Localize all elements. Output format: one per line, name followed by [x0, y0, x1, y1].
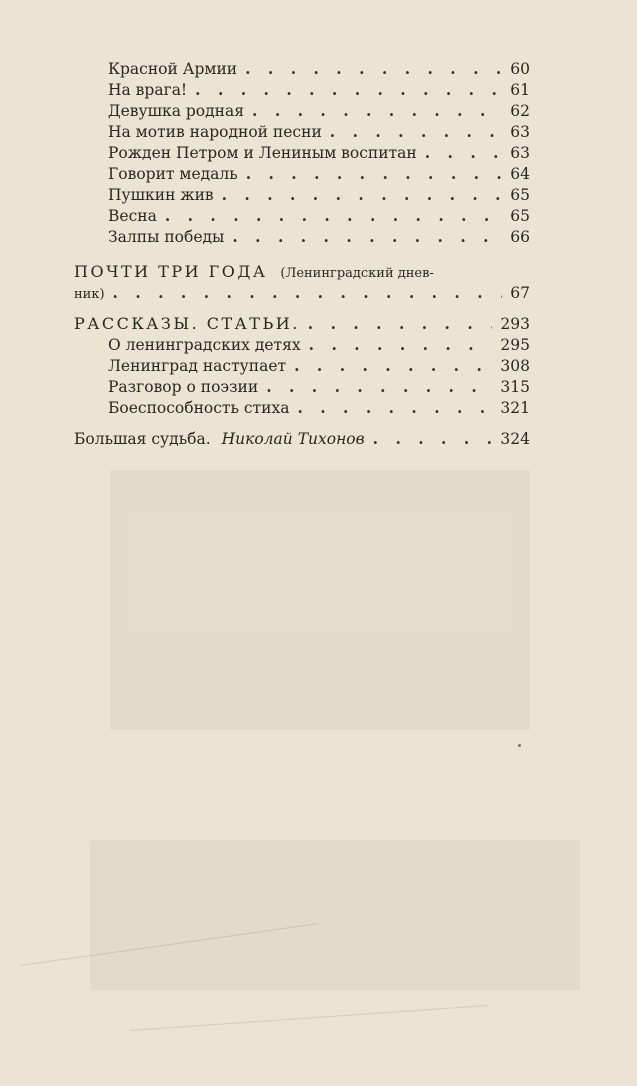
toc-entry [0, 376, 637, 397]
toc-entry-page: 60 [510, 60, 530, 78]
toc-entry-title: Рожден Петром и Лениным воспитан [108, 144, 417, 162]
toc-entry [0, 226, 637, 247]
toc-major-heading-line [0, 261, 637, 282]
paper-fleck [518, 744, 521, 747]
leader-dots [297, 397, 492, 418]
toc-entry-page: 61 [510, 81, 530, 99]
toc-entry-title: На врага! [108, 81, 188, 99]
afterword-title [74, 429, 365, 450]
toc-entry [0, 205, 637, 226]
toc-entry [0, 58, 637, 79]
afterword-author: Николай Тихонов [221, 430, 365, 448]
leader-dots [113, 282, 503, 303]
toc-entry [0, 121, 637, 142]
leader-dots [165, 205, 502, 226]
leader-dots [266, 376, 492, 397]
toc-entry-page: 321 [500, 399, 530, 417]
toc-entry [0, 282, 637, 303]
toc-entry-title: О ленинградских детях [108, 336, 301, 354]
toc-entry-page: 67 [510, 284, 530, 302]
show-through-block [90, 840, 580, 990]
leader-dots [246, 163, 503, 184]
leader-dots [252, 100, 502, 121]
section-subtitle: (Ленинградский днев- [280, 266, 434, 281]
section-title-stories: РАССКАЗЫ. СТАТЬИ. [74, 314, 300, 333]
leader-dots [425, 142, 503, 163]
toc-entry-page: 65 [510, 207, 530, 225]
toc-entry-page: 64 [510, 165, 530, 183]
toc-entry [0, 163, 637, 184]
toc-entry-page: 65 [510, 186, 530, 204]
toc-entry-page: 295 [500, 336, 530, 354]
toc-entry-title: Ленинград наступает [108, 357, 287, 375]
section-title-almost-three-years: ПОЧТИ ТРИ ГОДА [74, 262, 268, 281]
toc-entry-page: 293 [500, 315, 530, 333]
section-gap [0, 418, 637, 428]
toc-entry-page: 63 [510, 144, 530, 162]
leader-dots [309, 334, 493, 355]
toc-entry-title: Красной Армии [108, 60, 238, 78]
section-gap [0, 247, 637, 261]
toc-entry [0, 355, 637, 376]
toc-entry-title: Боеспособность стиха [108, 399, 290, 417]
section-subtitle-continued: ник) [74, 287, 105, 302]
toc-entry [0, 397, 637, 418]
leader-dots [245, 58, 502, 79]
show-through-block [110, 470, 530, 730]
toc-entry-title: На мотив народной песни [108, 123, 322, 141]
paper-scratch [130, 1005, 489, 1031]
toc-entry [0, 100, 637, 121]
leader-dots [195, 79, 502, 100]
toc-entry-title: Говорит медаль [108, 165, 238, 183]
leader-dots [294, 355, 492, 376]
toc-entry [0, 184, 637, 205]
toc-entry-title: Весна [108, 207, 157, 225]
leader-dots [330, 121, 502, 142]
toc-entry-title: Девушка родная [108, 102, 245, 120]
toc-entry-page: 315 [500, 378, 530, 396]
toc-entry-page: 63 [510, 123, 530, 141]
toc-entry-page: 66 [510, 228, 530, 246]
toc-entry [0, 313, 637, 334]
toc-entry-page: 324 [500, 430, 530, 448]
table-of-contents [0, 58, 637, 449]
toc-entry-page: 62 [510, 102, 530, 120]
toc-entry [0, 79, 637, 100]
toc-entry-title: Пушкин жив [108, 186, 214, 204]
afterword-title-text: Большая судьба. [74, 430, 211, 448]
toc-entry-page: 308 [500, 357, 530, 375]
leader-dots [222, 184, 503, 205]
leader-dots [232, 226, 502, 247]
toc-entry [0, 142, 637, 163]
toc-entry [0, 334, 637, 355]
leader-dots [308, 313, 493, 334]
toc-entry [0, 428, 637, 449]
toc-entry-title: Залпы победы [108, 228, 225, 246]
leader-dots [373, 428, 493, 449]
toc-entry-title: Разговор о поэзии [108, 378, 259, 396]
